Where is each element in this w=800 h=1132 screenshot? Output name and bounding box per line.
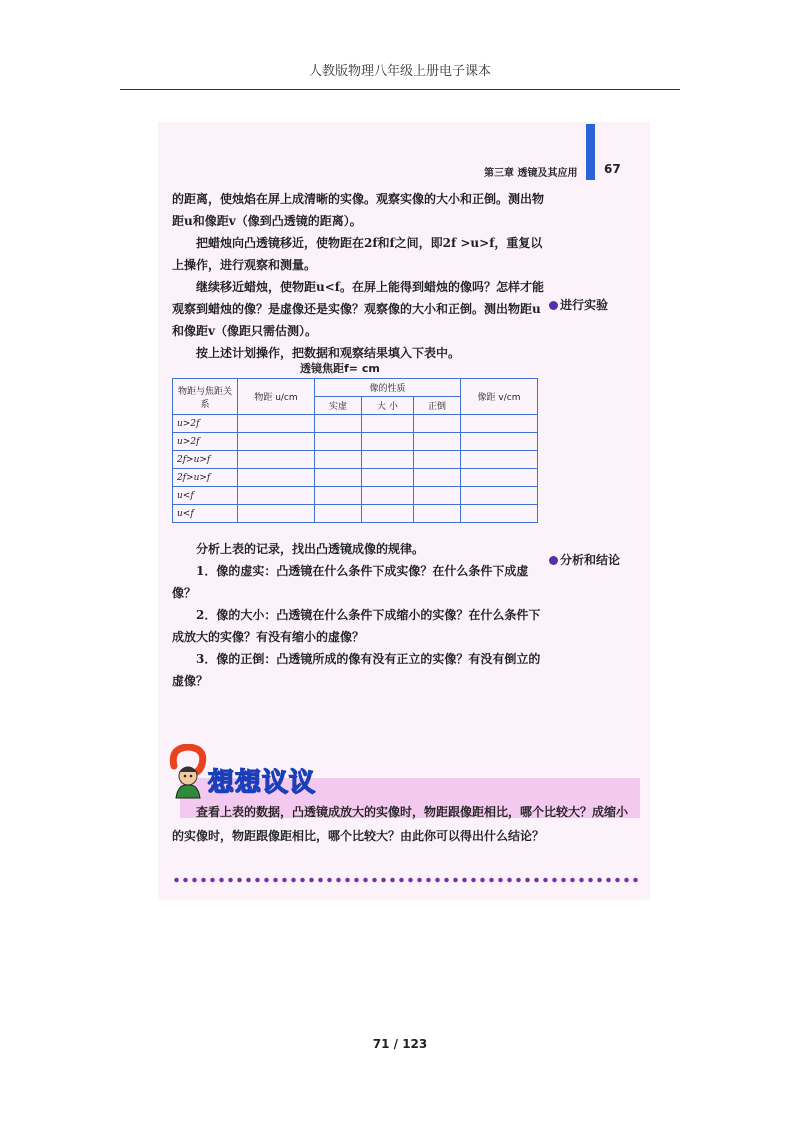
table-row: [173, 469, 538, 487]
header-image-properties: 像的性质: [315, 379, 461, 397]
cell-v: [461, 487, 538, 505]
paragraph: 分析上表的记录，找出凸透镜成像的规律。: [196, 542, 425, 556]
row-relation: u>2f: [173, 433, 238, 451]
cell-orient: [413, 433, 460, 451]
paragraph: 1．像的虚实：凸透镜在什么条件下成实像？在什么条件下成虚像？: [172, 564, 529, 600]
header-rule: [120, 89, 680, 90]
cell-real: [315, 451, 362, 469]
header-relation: 物距与焦距关系: [173, 379, 238, 415]
cell-orient: [413, 505, 460, 523]
cell-size: [362, 505, 414, 523]
side-note-experiment: 进行实验: [549, 296, 608, 313]
row-relation: u<f: [173, 487, 238, 505]
cell-real: [315, 415, 362, 433]
dotted-divider: [172, 877, 640, 883]
cell-real: [315, 505, 362, 523]
header-real-virtual: 实虚: [315, 397, 362, 415]
table-row: [173, 451, 538, 469]
row-relation: u>2f: [173, 415, 238, 433]
paragraph: 3．像的正倒：凸透镜所成的像有没有正立的实像？有没有倒立的虚像？: [172, 652, 541, 688]
row-relation: 2f>u>f: [173, 451, 238, 469]
paragraph: 的距离，使烛焰在屏上成清晰的实像。观察实像的大小和正倒。测出物距u和像距v（像到凸透镜的距离）。: [172, 192, 545, 228]
think-title: 想想议议: [208, 768, 317, 798]
cell-u: [238, 415, 315, 433]
cell-size: [362, 469, 414, 487]
side-note-analysis: 分析和结论: [549, 551, 620, 568]
header-image-distance: 像距 v/cm: [461, 379, 538, 415]
cell-u: [238, 487, 315, 505]
paragraph: 把蜡烛向凸透镜移近，使物距在2f和f之间，即2f >u>f，重复以上操作，进行观察和测量。: [172, 236, 543, 272]
body-section-2: [172, 538, 544, 692]
cell-u: [238, 469, 315, 487]
header-object-distance: 物距 u/cm: [238, 379, 315, 415]
paragraph: 继续移近蜡烛，使物距u<f。在屏上能得到蜡烛的像吗？怎样才能观察到蜡烛的像？是虚像还是实像？观察像的大小和正倒。测出物距u和像距v（像距只需估测）。: [172, 280, 544, 338]
cell-v: [461, 505, 538, 523]
think-paragraph: 查看上表的数据，凸透镜成放大的实像时，物距跟像距相比，哪个比较大？成缩小的实像时，物距跟像距相比，哪个比较大？由此你可以得出什么结论？: [172, 805, 629, 843]
row-relation: u<f: [173, 505, 238, 523]
table-row: [173, 415, 538, 433]
cell-size: [362, 415, 414, 433]
chapter-title: 第三章 透镜及其应用: [484, 168, 578, 179]
body-section-1: [172, 188, 544, 364]
cell-size: [362, 433, 414, 451]
cell-orient: [413, 487, 460, 505]
paragraph: 2．像的大小：凸透镜在什么条件下成缩小的实像？在什么条件下成放大的实像？有没有缩小的虚像？: [172, 608, 541, 644]
table-row: [173, 487, 538, 505]
book-page-number: 67: [604, 162, 621, 176]
header-size: 大 小: [362, 397, 414, 415]
cell-orient: [413, 451, 460, 469]
table-caption: 透镜焦距f= cm: [300, 362, 380, 375]
table-header-row: [173, 379, 538, 397]
document-header-title: 人教版物理八年级上册电子课本: [308, 64, 491, 79]
cell-v: [461, 469, 538, 487]
table-row: [173, 505, 538, 523]
header-orientation: 正倒: [413, 397, 460, 415]
cell-v: [461, 451, 538, 469]
cell-u: [238, 505, 315, 523]
cell-real: [315, 433, 362, 451]
cell-v: [461, 433, 538, 451]
bullet-dot-icon: [549, 301, 558, 310]
paragraph: 按上述计划操作，把数据和观察结果填入下表中。: [196, 346, 461, 360]
thinking-mascot-icon: [164, 744, 210, 800]
cell-orient: [413, 415, 460, 433]
think-section: [172, 800, 632, 848]
row-relation: 2f>u>f: [173, 469, 238, 487]
observation-table: [172, 378, 538, 523]
cell-size: [362, 451, 414, 469]
cell-real: [315, 469, 362, 487]
cell-u: [238, 433, 315, 451]
bullet-dot-icon: [549, 556, 558, 565]
cell-v: [461, 415, 538, 433]
cell-u: [238, 451, 315, 469]
chapter-color-bar: [586, 124, 595, 180]
table-row: [173, 433, 538, 451]
cell-size: [362, 487, 414, 505]
pagination: 71 / 123: [372, 1037, 428, 1051]
cell-real: [315, 487, 362, 505]
cell-orient: [413, 469, 460, 487]
